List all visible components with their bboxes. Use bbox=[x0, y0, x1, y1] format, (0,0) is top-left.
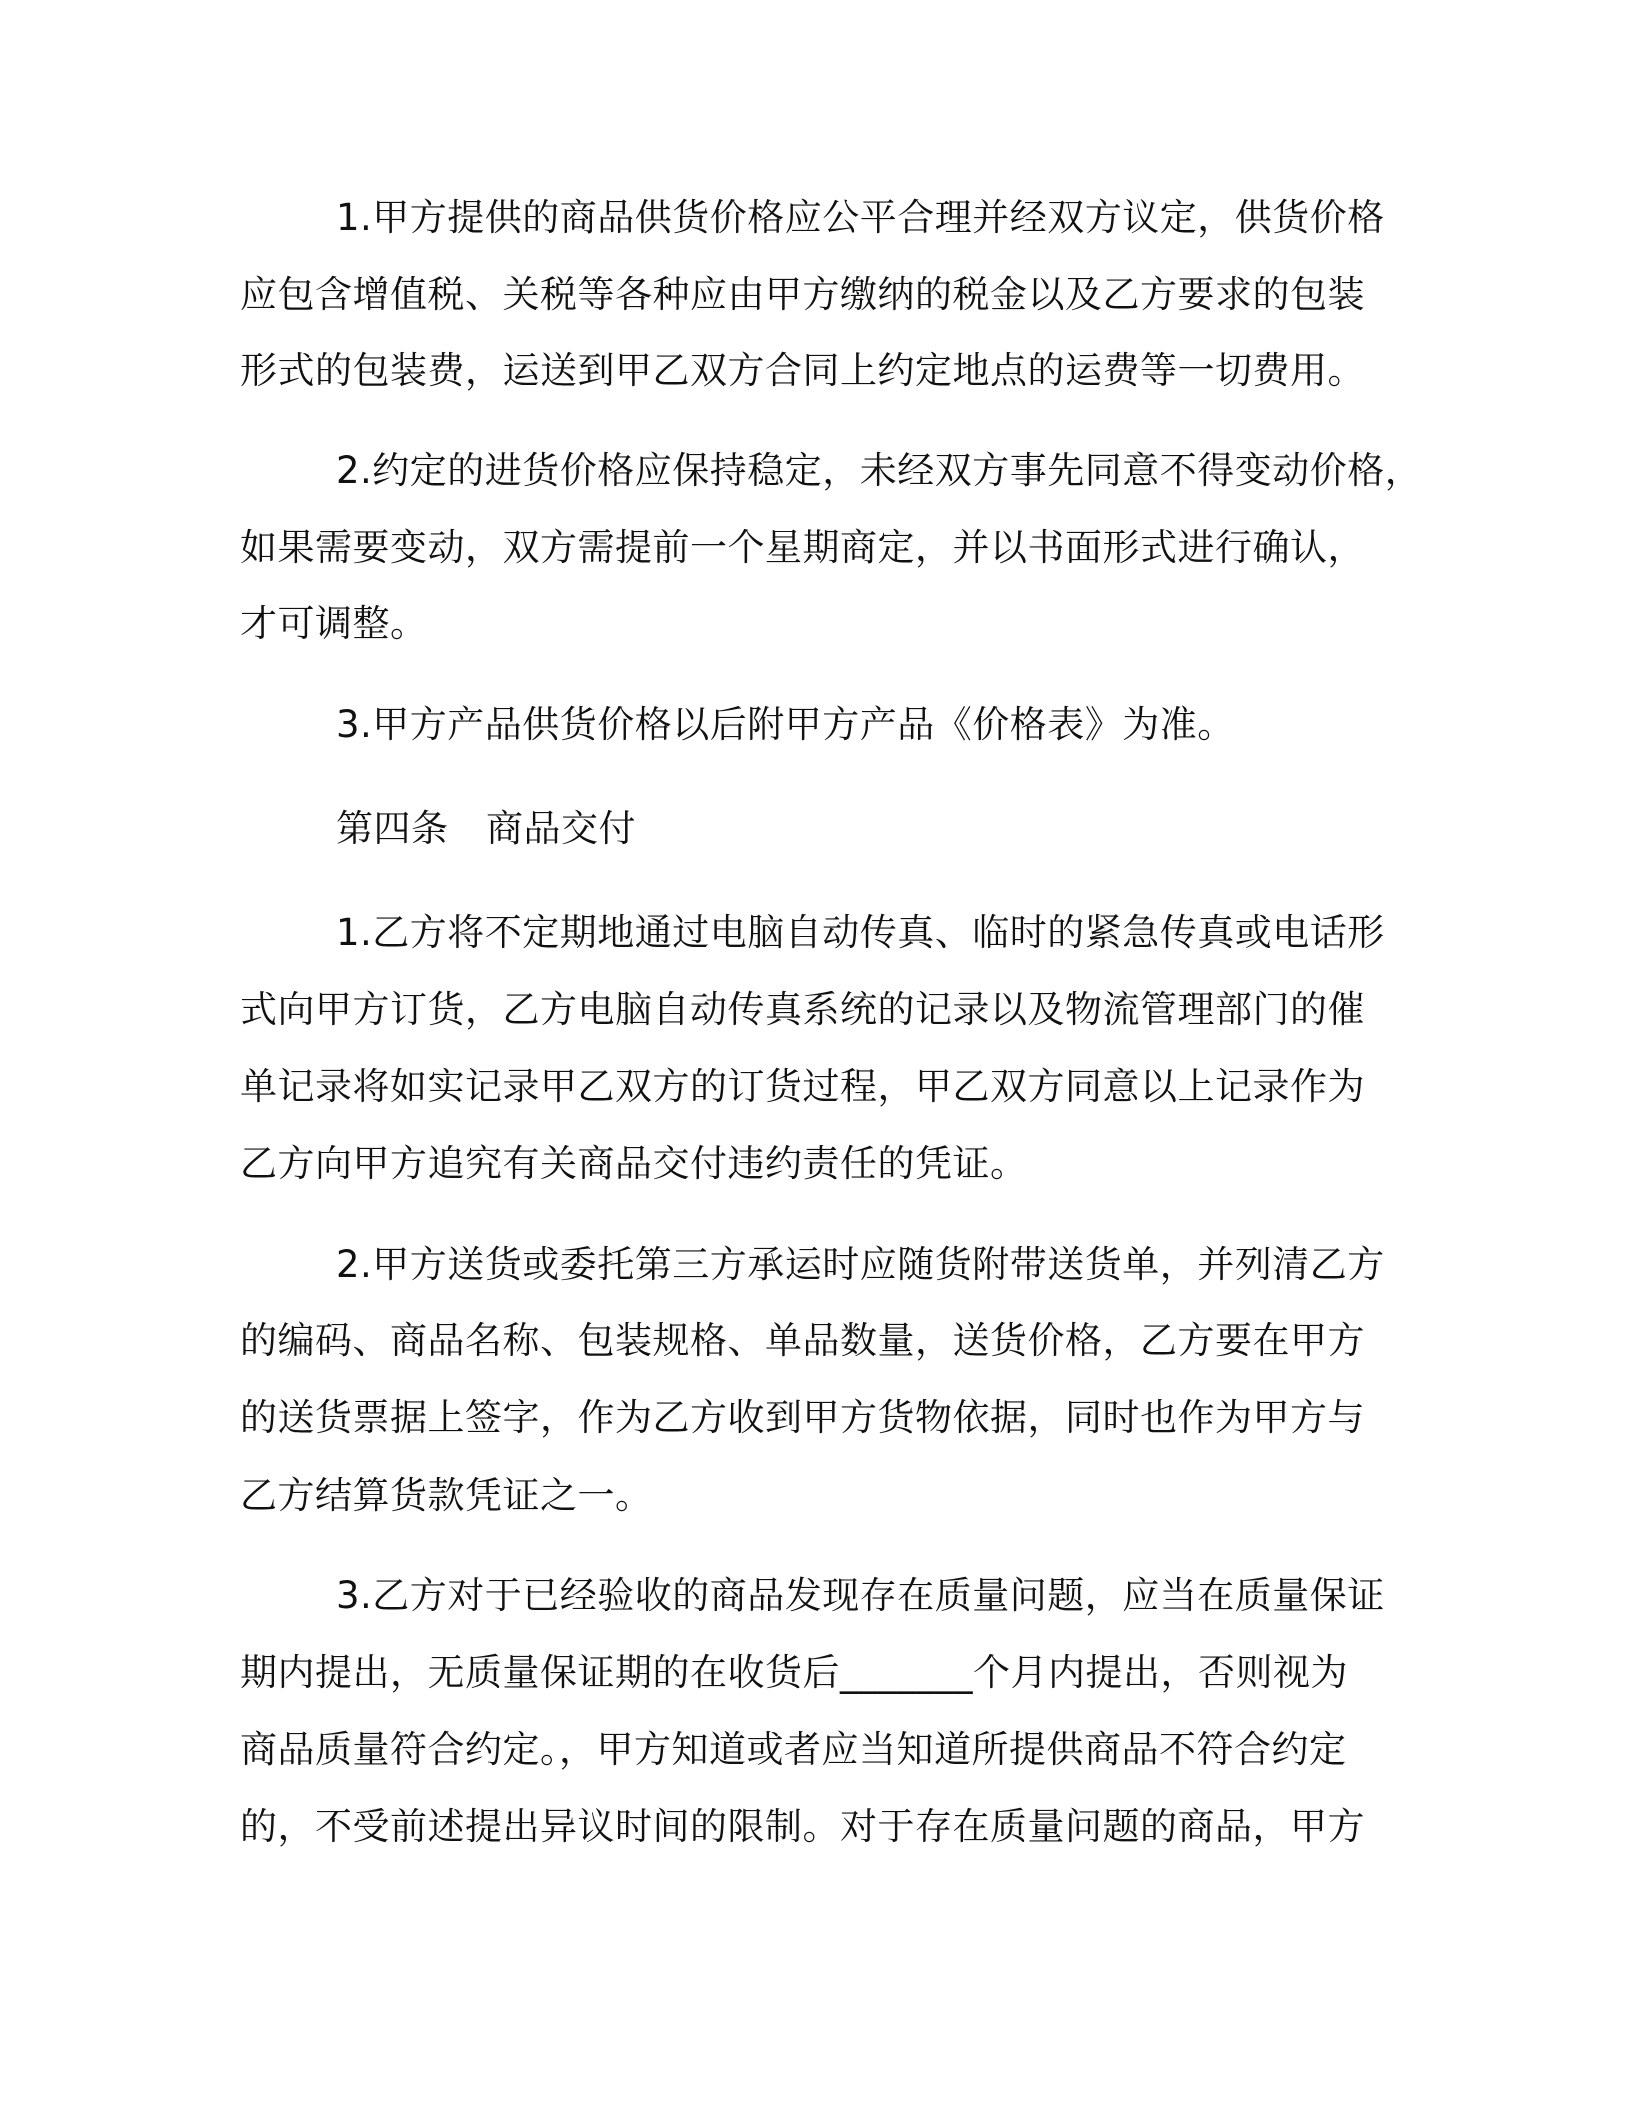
text-line: 如果需要变动，双方需提前一个星期商定，并以书面形式进行确认， bbox=[240, 526, 1365, 569]
text-line: 期内提出，无质量保证期的在收货后_______个月内提出，否则视为 bbox=[240, 1651, 1348, 1694]
text-line: 1.乙方将不定期地通过电脑自动传真、临时的紧急传真或电话形 bbox=[336, 911, 1385, 954]
text-line: 形式的包装费，运送到甲乙双方合同上约定地点的运费等一切费用。 bbox=[240, 349, 1365, 392]
text-line: 乙方结算货款凭证之一。 bbox=[240, 1474, 653, 1517]
text-line: 2.约定的进货价格应保持稳定，未经双方事先同意不得变动价格， bbox=[336, 449, 1423, 492]
text-line: 的编码、商品名称、包装规格、单品数量，送货价格，乙方要在甲方 bbox=[240, 1319, 1365, 1362]
text-line: 才可调整。 bbox=[240, 602, 428, 645]
text-line: 1.甲方提供的商品供货价格应公平合理并经双方议定，供货价格 bbox=[336, 196, 1385, 239]
text-line: 应包含增值税、关税等各种应由甲方缴纳的税金以及乙方要求的包装 bbox=[240, 273, 1365, 316]
text-line: 乙方向甲方追究有关商品交付违约责任的凭证。 bbox=[240, 1142, 1028, 1185]
section-heading: 第四条 商品交付 bbox=[336, 807, 636, 850]
text-line: 的送货票据上签字，作为乙方收到甲方货物依据，同时也作为甲方与 bbox=[240, 1396, 1365, 1439]
text-line: 商品质量符合约定。，甲方知道或者应当知道所提供商品不符合约定 bbox=[240, 1728, 1347, 1771]
text-line: 的，不受前述提出异议时间的限制。对于存在质量问题的商品，甲方 bbox=[240, 1805, 1365, 1848]
text-line: 单记录将如实记录甲乙双方的订货过程，甲乙双方同意以上记录作为 bbox=[240, 1065, 1365, 1108]
text-line: 2.甲方送货或委托第三方承运时应随货附带送货单，并列清乙方 bbox=[336, 1243, 1385, 1286]
text-line: 3.甲方产品供货价格以后附甲方产品《价格表》为准。 bbox=[336, 703, 1235, 746]
text-line: 3.乙方对于已经验收的商品发现存在质量问题，应当在质量保证 bbox=[336, 1574, 1385, 1617]
text-line: 式向甲方订货，乙方电脑自动传真系统的记录以及物流管理部门的催 bbox=[240, 988, 1365, 1031]
